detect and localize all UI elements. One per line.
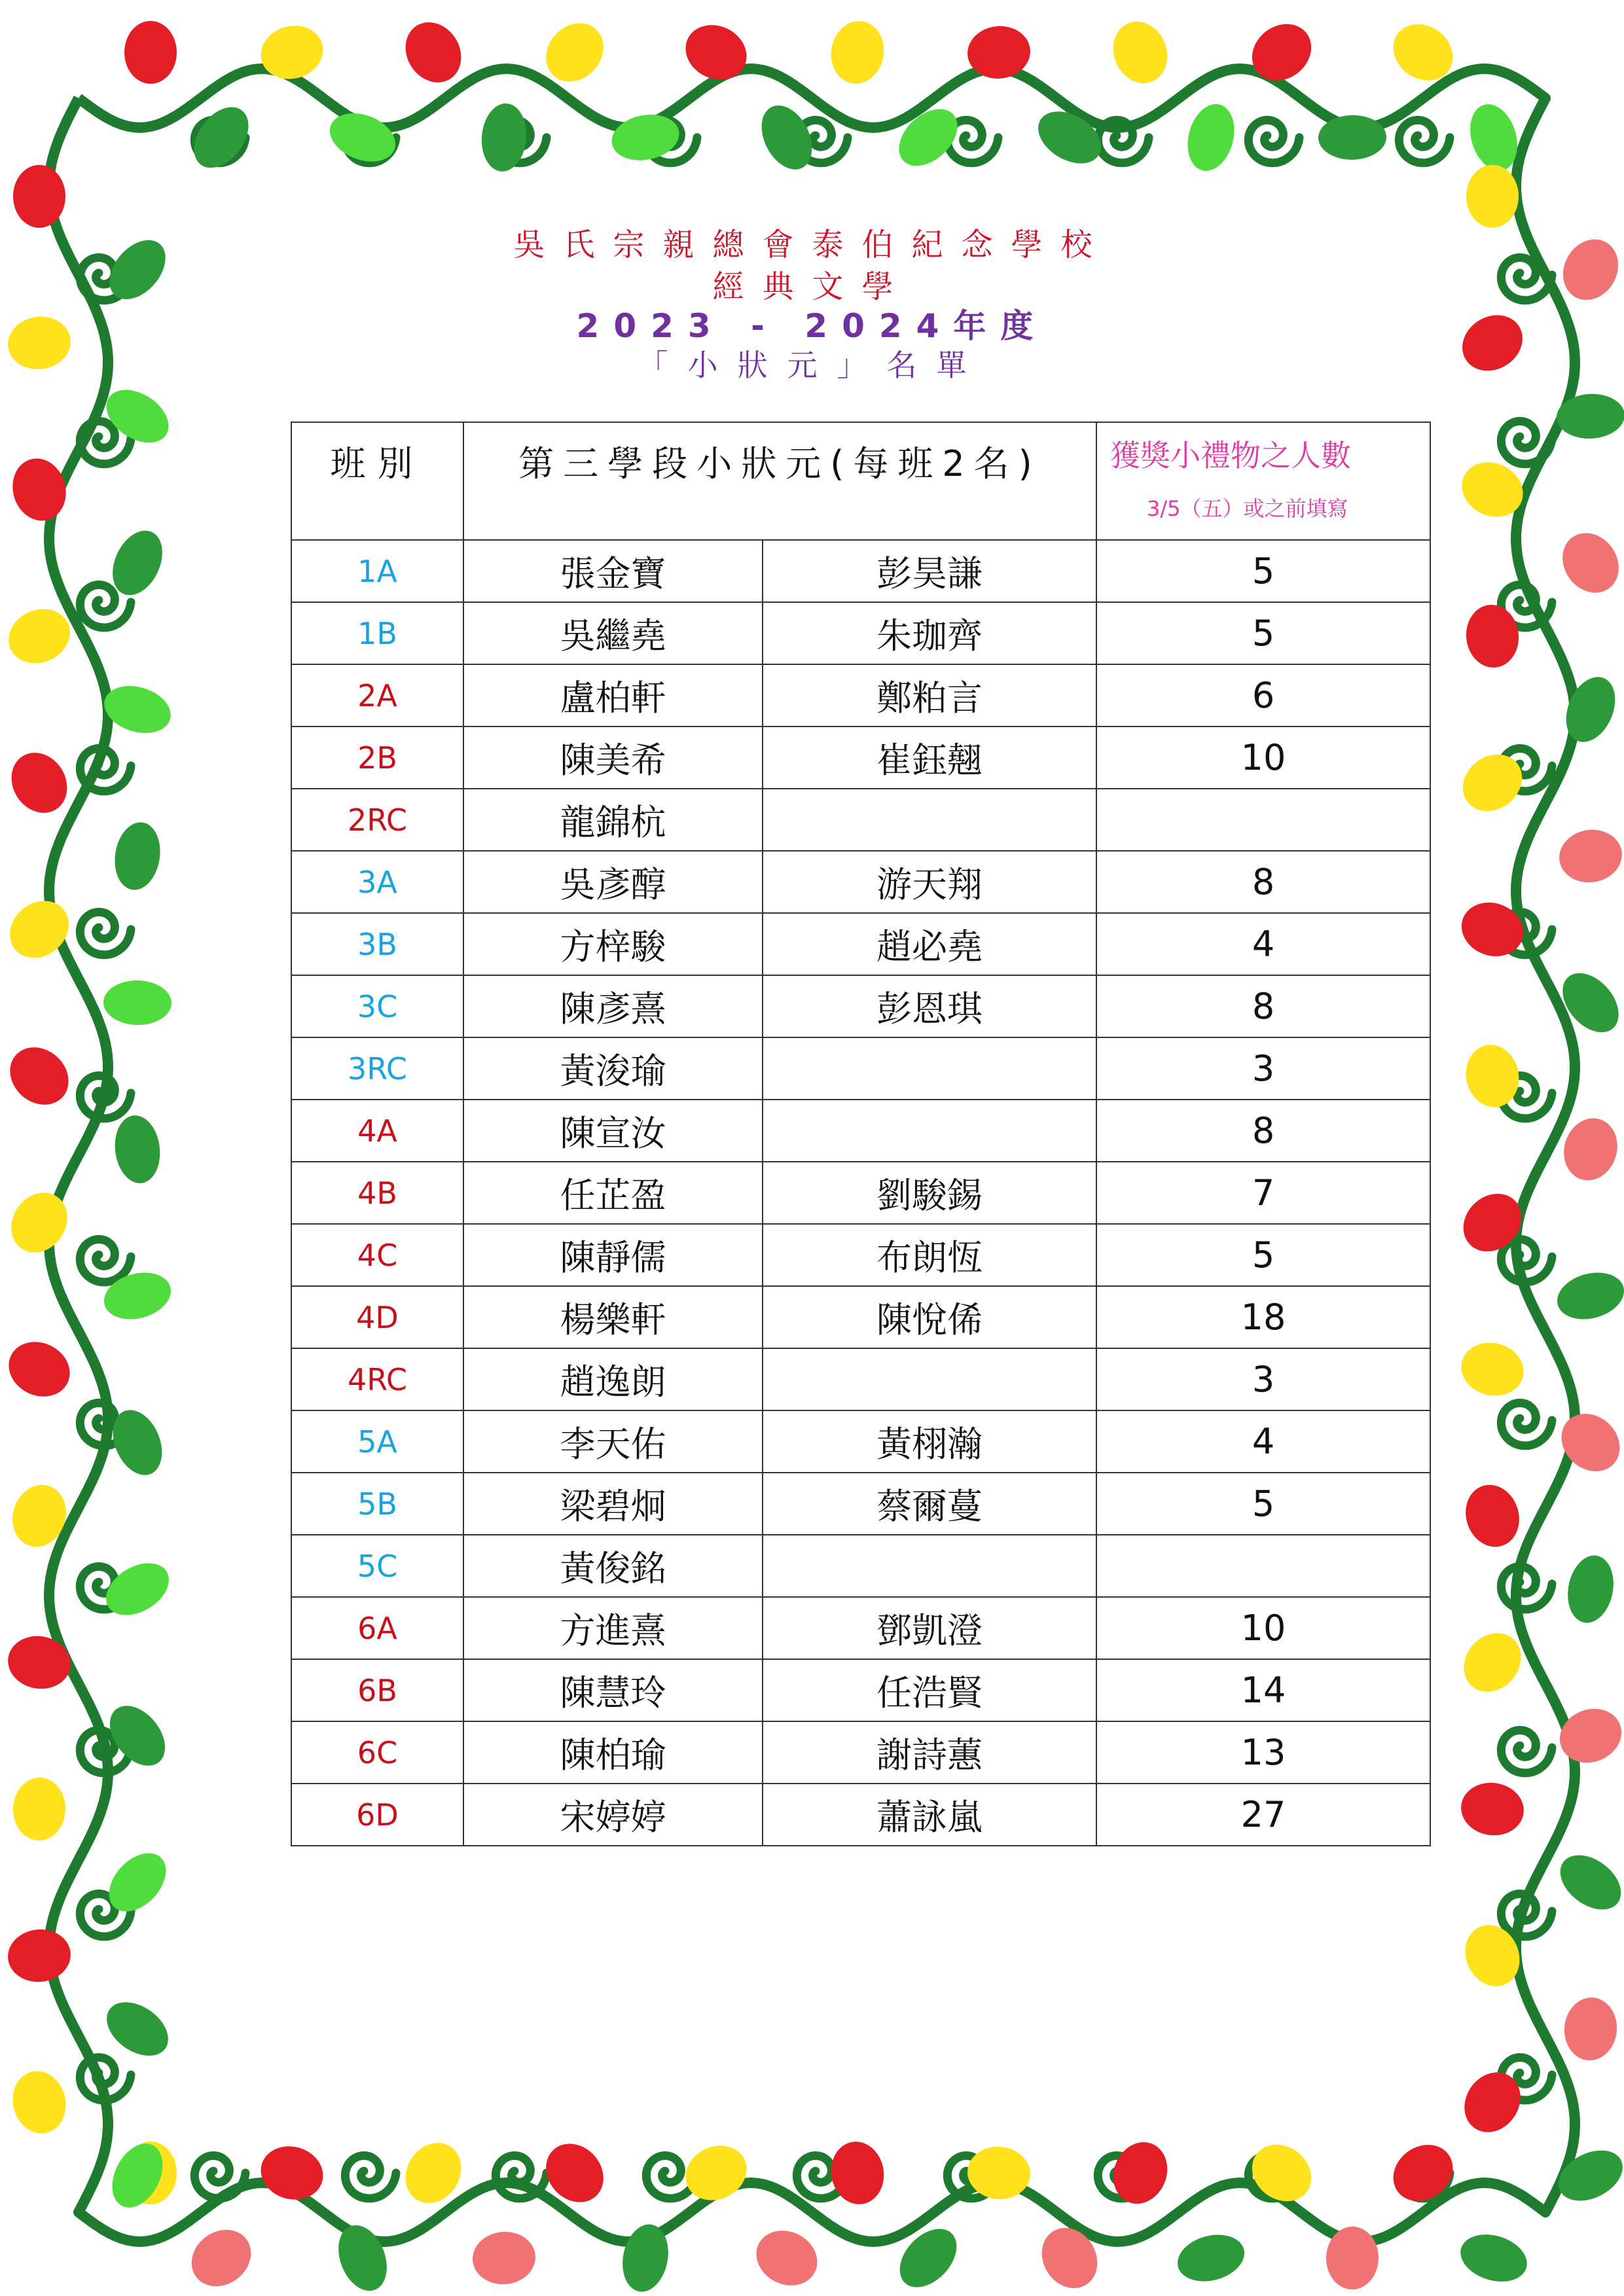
- header-count-label: 獲獎小禮物之人數: [1110, 438, 1351, 473]
- table-row: [291, 1162, 1430, 1224]
- count-cell: 3: [1096, 1037, 1430, 1100]
- name-cell-2: 彭恩琪: [763, 975, 1096, 1037]
- name-cell-1: 陳慧玲: [463, 1659, 763, 1721]
- class-cell: 4A: [291, 1100, 463, 1162]
- leaf: [99, 1266, 176, 1327]
- table-row: [291, 851, 1430, 913]
- table-row: [291, 1535, 1430, 1597]
- name-cell-1: 李天佑: [463, 1410, 763, 1473]
- tulip-flower: [1456, 1336, 1530, 1403]
- vine-curl: [496, 2156, 547, 2198]
- count-cell: 14: [1096, 1659, 1430, 1721]
- tulip-flower: [676, 2136, 755, 2210]
- tulip-flower: [1551, 522, 1624, 604]
- class-cell: 1B: [291, 602, 463, 664]
- name-cell-2: 任浩賢: [763, 1659, 1096, 1721]
- name-cell-2: 崔鈺翹: [763, 726, 1096, 789]
- table-row: [291, 726, 1430, 789]
- name-cell-1: 盧柏軒: [463, 664, 763, 726]
- table-row: [291, 1410, 1430, 1473]
- name-cell-2: 鄧凱澄: [763, 1597, 1096, 1659]
- count-cell: 5: [1096, 1473, 1430, 1535]
- name-cell-2: 蕭詠嵐: [763, 1784, 1096, 1846]
- leaf: [1172, 2228, 1250, 2289]
- table-header-row: [291, 422, 1430, 540]
- count-cell: 7: [1096, 1162, 1430, 1224]
- header-class: 班別: [291, 422, 463, 540]
- class-cell: 6D: [291, 1784, 463, 1846]
- leaf: [97, 1991, 178, 2066]
- name-cell-1: 方進熹: [463, 1597, 763, 1659]
- tulip-flower: [471, 2229, 538, 2287]
- name-cell-1: 陳宣汝: [463, 1100, 763, 1162]
- name-cell-1: 黃俊銘: [463, 1535, 763, 1597]
- name-cell-1: 龍錦杭: [463, 789, 763, 851]
- name-cell-2: 趙必堯: [763, 913, 1096, 975]
- class-cell: 4RC: [291, 1348, 463, 1410]
- name-cell-2: [763, 1100, 1096, 1162]
- vine-curl: [1501, 1567, 1552, 1609]
- class-cell: 3RC: [291, 1037, 463, 1100]
- table-row: [291, 1659, 1430, 1721]
- leaf: [1454, 2227, 1532, 2289]
- name-cell-2: 蔡爾蔓: [763, 1473, 1096, 1535]
- leaf: [98, 1842, 177, 1922]
- class-cell: 5C: [291, 1535, 463, 1597]
- table-row: [291, 664, 1430, 726]
- leaf: [323, 105, 402, 171]
- tulip-flower: [1463, 602, 1522, 670]
- school-name: 吳氏宗親總會泰伯紀念學校: [513, 226, 1111, 263]
- count-cell: 10: [1096, 726, 1430, 789]
- tulip-flower: [1562, 1996, 1619, 2063]
- list-title: 「小狀元」名單: [638, 348, 986, 383]
- name-cell-2: 游天翔: [763, 851, 1096, 913]
- class-cell: 2A: [291, 664, 463, 726]
- name-cell-1: 宋婷婷: [463, 1784, 763, 1846]
- tulip-flower: [0, 1035, 80, 1117]
- table-row: [291, 1721, 1430, 1784]
- tulip-flower: [1031, 2217, 1108, 2296]
- name-cell-1: 黃浚瑜: [463, 1037, 763, 1100]
- subject-title: 經典文學: [712, 268, 912, 305]
- count-cell: 8: [1096, 1100, 1430, 1162]
- tulip-flower: [0, 1332, 79, 1407]
- count-cell: 5: [1096, 602, 1430, 664]
- name-cell-1: 陳柏瑜: [463, 1721, 763, 1784]
- count-cell: [1096, 1535, 1430, 1597]
- leaf: [1181, 99, 1242, 176]
- tulip-flower: [124, 21, 177, 84]
- tulip-flower: [1466, 165, 1519, 228]
- award-table: [291, 422, 1431, 1846]
- name-cell-1: 吳彥醇: [463, 851, 763, 913]
- name-cell-2: 謝詩蕙: [763, 1721, 1096, 1784]
- table-row: [291, 1286, 1430, 1348]
- count-cell: 4: [1096, 1410, 1430, 1473]
- table-row: [291, 1784, 1430, 1846]
- leaf: [1550, 2140, 1624, 2211]
- table-row: [291, 540, 1430, 602]
- tulip-flower: [747, 2221, 827, 2296]
- name-cell-1: 方梓駿: [463, 913, 763, 975]
- count-cell: 18: [1096, 1286, 1430, 1348]
- table-row: [291, 1100, 1430, 1162]
- leaf: [1552, 1266, 1624, 1327]
- count-cell: 8: [1096, 975, 1430, 1037]
- leaf: [110, 819, 164, 893]
- class-cell: 5A: [291, 1410, 463, 1473]
- name-cell-1: 張金寶: [463, 540, 763, 602]
- table-row: [291, 1037, 1430, 1100]
- count-cell: 6: [1096, 664, 1430, 726]
- tulip-flower: [5, 452, 73, 527]
- leaf: [97, 1552, 178, 1626]
- class-cell: 4D: [291, 1286, 463, 1348]
- tulip-flower: [7, 2066, 73, 2140]
- class-cell: 6B: [291, 1659, 463, 1721]
- name-cell-1: 陳靜儒: [463, 1224, 763, 1286]
- name-cell-2: [763, 1348, 1096, 1410]
- count-cell: 10: [1096, 1597, 1430, 1659]
- count-cell: 5: [1096, 540, 1430, 602]
- class-cell: 2RC: [291, 789, 463, 851]
- header-count: [1096, 422, 1430, 540]
- leaf: [111, 1113, 164, 1186]
- name-cell-2: 布朗恆: [763, 1224, 1096, 1286]
- tulip-flower: [0, 1182, 79, 1263]
- tulip-flower: [5, 1926, 73, 1985]
- tulip-flower: [1452, 743, 1534, 823]
- name-cell-1: 楊樂軒: [463, 1286, 763, 1348]
- tulip-flower: [1458, 1779, 1527, 1840]
- name-cell-1: 陳美希: [463, 726, 763, 789]
- name-cell-2: [763, 1535, 1096, 1597]
- table-row: [291, 1348, 1430, 1410]
- vine-curl: [1399, 120, 1450, 163]
- tulip-flower: [1104, 14, 1176, 92]
- name-cell-1: 任芷盈: [463, 1162, 763, 1224]
- leaf: [1562, 1551, 1619, 1626]
- count-cell: 8: [1096, 851, 1430, 913]
- class-cell: 2B: [291, 726, 463, 789]
- leaf: [1550, 1844, 1624, 1921]
- vine-curl: [80, 912, 131, 955]
- class-cell: 6C: [291, 1721, 463, 1784]
- table-row: [291, 602, 1430, 664]
- name-cell-1: 吳繼堯: [463, 602, 763, 664]
- table-row: [291, 1597, 1430, 1659]
- tulip-flower: [1555, 825, 1624, 887]
- class-cell: 3B: [291, 913, 463, 975]
- count-cell: 13: [1096, 1721, 1430, 1784]
- vine-curl: [194, 2156, 245, 2198]
- class-cell: 5B: [291, 1473, 463, 1535]
- vine-curl: [1501, 1403, 1552, 1446]
- school-year: 2023 - 2024年度: [576, 307, 1048, 345]
- table-row: [291, 1224, 1430, 1286]
- vine-curl: [1501, 1731, 1552, 1773]
- count-cell: 27: [1096, 1784, 1430, 1846]
- name-cell-1: 陳彥熹: [463, 975, 763, 1037]
- tulip-flower: [676, 15, 755, 90]
- name-cell-2: 陳悅俙: [763, 1286, 1096, 1348]
- count-cell: [1096, 789, 1430, 851]
- name-cell-2: 鄭粕言: [763, 664, 1096, 726]
- tulip-flower: [826, 17, 888, 88]
- header-names: 第三學段小狀元(每班2名): [463, 422, 1096, 540]
- name-cell-2: 黃栩瀚: [763, 1410, 1096, 1473]
- table-row: [291, 1473, 1430, 1535]
- header-count-note: 3/5（五）或之前填寫: [1147, 496, 1348, 521]
- leaf: [103, 980, 171, 1026]
- tulip-flower: [1458, 1478, 1527, 1554]
- tulip-flower: [1, 742, 79, 823]
- table-row: [291, 789, 1430, 851]
- class-cell: 4C: [291, 1224, 463, 1286]
- tulip-flower: [13, 165, 65, 228]
- tulip-flower: [181, 2218, 262, 2296]
- name-cell-2: 朱珈齊: [763, 602, 1096, 664]
- count-cell: 4: [1096, 913, 1430, 975]
- name-cell-1: 梁碧炯: [463, 1473, 763, 1535]
- name-cell-2: 彭昊謙: [763, 540, 1096, 602]
- class-cell: 3A: [291, 851, 463, 913]
- name-cell-2: [763, 789, 1096, 851]
- class-cell: 3C: [291, 975, 463, 1037]
- vine-curl: [345, 2156, 396, 2198]
- tulip-flower: [255, 18, 329, 86]
- count-cell: 5: [1096, 1224, 1430, 1286]
- class-cell: 1A: [291, 540, 463, 602]
- class-cell: 4B: [291, 1162, 463, 1224]
- class-cell: 6A: [291, 1597, 463, 1659]
- vine-curl: [1248, 120, 1299, 163]
- name-cell-2: 劉駿錫: [763, 1162, 1096, 1224]
- tulip-flower: [12, 1777, 66, 1842]
- count-cell: 3: [1096, 1348, 1430, 1410]
- name-cell-2: [763, 1037, 1096, 1100]
- vine-curl: [80, 1240, 131, 1282]
- tulip-flower: [4, 1631, 75, 1693]
- leaf: [888, 98, 968, 177]
- vine-curl: [1501, 1240, 1552, 1282]
- name-cell-1: 趙逸朗: [463, 1348, 763, 1410]
- table-row: [291, 975, 1430, 1037]
- tulip-flower: [255, 2139, 329, 2206]
- table-row: [291, 913, 1430, 975]
